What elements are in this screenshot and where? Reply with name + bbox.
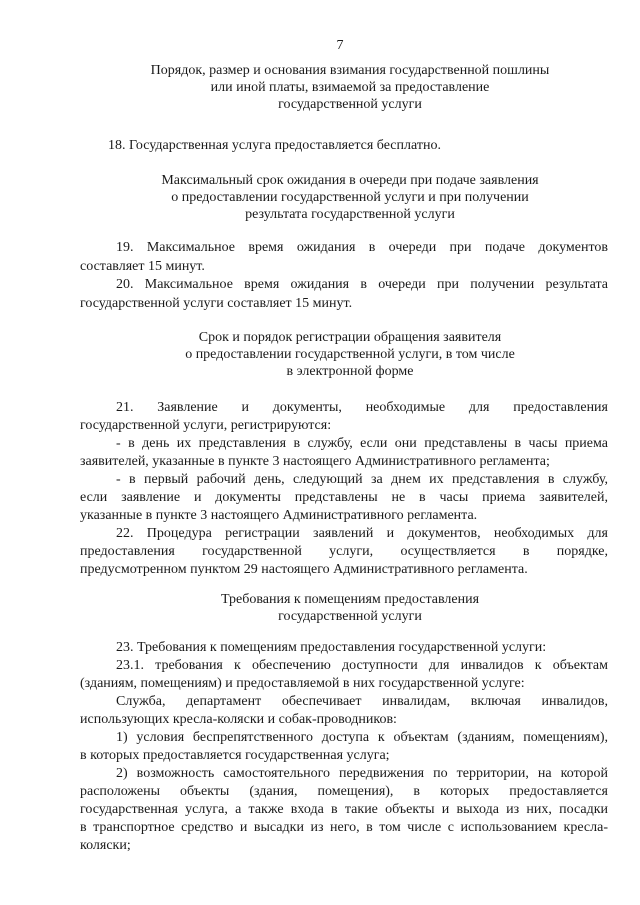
item-1-line1: 1) условия беспрепятственного доступа к объектам (зданиям, помещениям), (116, 730, 608, 745)
paragraph-20-line2: государственной услуги составляет 15 минут. (80, 296, 353, 311)
item-2-line5: коляски; (80, 838, 131, 853)
paragraph-22-line2: предоставления государственной услуги, осуществляется в порядке, (80, 544, 608, 559)
paragraph-22-line3: предусмотренном пунктом 29 настоящего Административного регламента. (80, 562, 528, 577)
item-2-line2: расположены объекты (здания, помещения), в которых предоставляется (80, 784, 608, 799)
bullet-2-line2: если заявление и документы представлены не в часы приема заявителей, (80, 490, 608, 505)
section-heading-premises: Требования к помещениям предоставления государственной услуги (220, 592, 480, 624)
item-2-line4: в транспортное средство и высадки из него, в том числе с использованием кресла- (80, 820, 608, 835)
paragraph-20-line1: 20. Максимальное время ожидания в очереди при получении результата (116, 277, 608, 292)
page-number: 7 (336, 38, 344, 53)
paragraph-18: 18. Государственная услуга предоставляется бесплатно. (108, 138, 441, 153)
paragraph-21-line2: государственной услуги, регистрируются: (80, 418, 332, 433)
bullet-2-line1: - в первый рабочий день, следующий за днем их представления в службу, (116, 472, 608, 487)
section-heading-registration: Срок и порядок регистрации обращения заявителя о предоставлении государственной услуги, в том числе в электронной форме (185, 330, 515, 379)
paragraph-19-line1: 19. Максимальное время ожидания в очереди при подаче документов (116, 240, 608, 255)
bullet-2-line3: указанные в пункте 3 настоящего Административного регламента. (80, 508, 478, 523)
item-1-line2: в которых предоставляется государственная услуга; (80, 748, 390, 763)
section-heading-wait: Максимальный срок ожидания в очереди при подаче заявления о предоставлении государственной услуги и при получении результата государственной услуги (161, 173, 539, 222)
section-heading-fee: Порядок, размер и основания взимания государственной пошлины или иной платы, взимаемой за предоставление государственной услуги (150, 63, 550, 112)
paragraph-21-line1: 21. Заявление и документы, необходимые для предоставления (116, 400, 608, 415)
item-2-line3: государственная услуга, а также входа в такие объекты и выхода из них, посадки (80, 802, 608, 817)
bullet-1-line1: - в день их представления в службу, если они представлены в часы приема (116, 436, 608, 451)
service-paragraph-line2: использующих кресла-коляски и собак-проводников: (80, 712, 397, 727)
paragraph-23-1-line2: (зданиям, помещениям) и предоставляемой в них государственной услуге: (80, 676, 525, 691)
paragraph-19-line2: составляет 15 минут. (80, 259, 205, 274)
paragraph-22-line1: 22. Процедура регистрации заявлений и документов, необходимых для (116, 526, 608, 541)
paragraph-23-1-line1: 23.1. требования к обеспечению доступности для инвалидов к объектам (116, 658, 608, 673)
service-paragraph-line1: Служба, департамент обеспечивает инвалидам, включая инвалидов, (116, 694, 608, 709)
item-2-line1: 2) возможность самостоятельного передвижения по территории, на которой (116, 766, 608, 781)
bullet-1-line2: заявителей, указанные в пункте 3 настоящего Административного регламента; (80, 454, 550, 469)
paragraph-23: 23. Требования к помещениям предоставления государственной услуги: (116, 640, 547, 655)
